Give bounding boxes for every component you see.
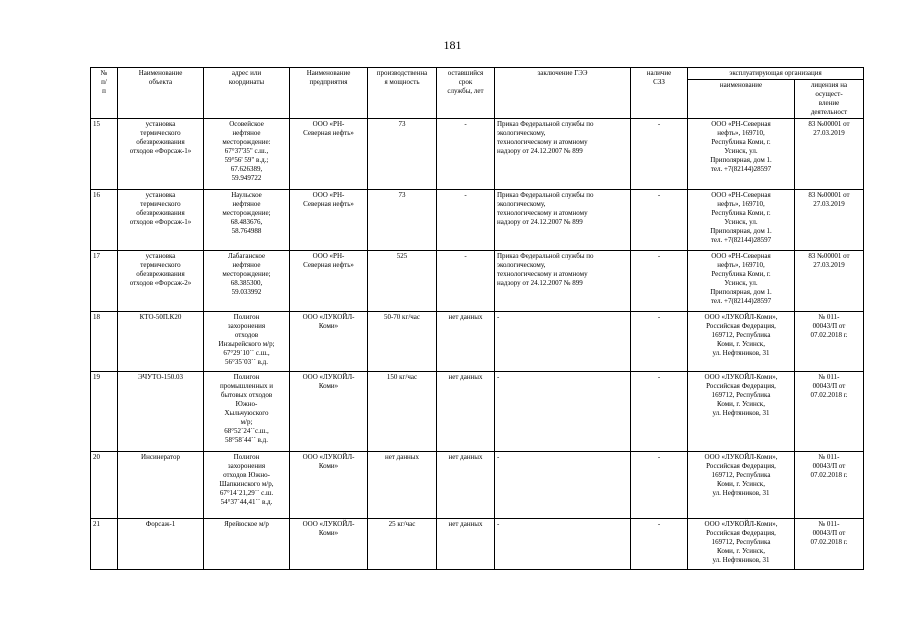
row-operator: ООО «ЛУКОЙЛ-Коми», Российская Федерация, 169712, Республика Коми, г. Усинск, ул. Нефтяников, 31 — [688, 452, 795, 519]
row-capacity: 73 — [368, 190, 437, 251]
row-address: Полигон захоронения отходов Южно- Шапкинского м/р, 67°14´21,29´´ с.ш. 54°37´44,41´´ в.д. — [204, 452, 290, 519]
row-capacity: 73 — [368, 119, 437, 190]
row-address: Ярейюское м/р — [204, 519, 290, 570]
row-object: установка термического обезвреживания отходов «Форсаж-2» — [118, 251, 204, 312]
row-address: Полигон захоронения отходов Инзырейского м/р; 67°29´10´´ с.ш., 56°35´03´´ в.д. — [204, 312, 290, 372]
row-enterprise: ООО «ЛУКОЙЛ- Коми» — [290, 372, 368, 452]
row-num: 17 — [91, 251, 118, 312]
row-num: 20 — [91, 452, 118, 519]
table-header — [91, 68, 864, 119]
row-remaining-life: - — [437, 251, 495, 312]
row-sez: - — [631, 452, 688, 519]
row-object: установка термического обезвреживания отходов «Форсаж-1» — [118, 119, 204, 190]
table-row — [91, 119, 864, 190]
row-gee: Приказ Федеральной службы по экологическому, технологическому и атомному надзору от 24.12.2007 № 899 — [495, 190, 631, 251]
header-license: лицензия на осущест- вление деятельност — [795, 80, 864, 119]
header-remaining-life: оставшийся срок службы, лет — [437, 68, 495, 119]
row-operator: ООО «РН-Северная нефть», 169710, Республика Коми, г. Усинск, ул. Приполярная, дом 1. тел. +7(82144)28597 — [688, 119, 795, 190]
row-remaining-life: нет данных — [437, 312, 495, 372]
row-operator: ООО «ЛУКОЙЛ-Коми», Российская Федерация, 169712, Республика Коми, г. Усинск, ул. Нефтяников, 31 — [688, 519, 795, 570]
row-num: 19 — [91, 372, 118, 452]
header-num: № п/ п — [91, 68, 118, 119]
row-num: 16 — [91, 190, 118, 251]
row-remaining-life: нет данных — [437, 452, 495, 519]
row-address: Лабаганское нефтяное месторождение; 68.385300, 59.033992 — [204, 251, 290, 312]
table-row — [91, 190, 864, 251]
row-address: Осовейское нефтяное месторождение: 67°37'35" с.ш., 59°56' 59" в.д.; 67.626389, 59.949722 — [204, 119, 290, 190]
row-enterprise: ООО «РН- Северная нефть» — [290, 119, 368, 190]
row-sez: - — [631, 190, 688, 251]
header-object-name: Наименование объекта — [118, 68, 204, 119]
page-number: 181 — [443, 38, 462, 52]
row-license: № 011- 00043/П от 07.02.2018 г. — [795, 312, 864, 372]
table-row — [91, 452, 864, 519]
row-capacity: нет данных — [368, 452, 437, 519]
row-license: 83 №00001 от 27.03.2019 — [795, 119, 864, 190]
row-enterprise: ООО «РН- Северная нефть» — [290, 251, 368, 312]
header-address: адрес или координаты — [204, 68, 290, 119]
row-capacity: 150 кг/час — [368, 372, 437, 452]
row-enterprise: ООО «ЛУКОЙЛ- Коми» — [290, 312, 368, 372]
table-row — [91, 251, 864, 312]
header-operator: эксплуатирующая организация — [688, 68, 864, 80]
table-row — [91, 372, 864, 452]
header-gee: заключение ГЭЭ — [495, 68, 631, 119]
row-object: КТО-50П.К20 — [118, 312, 204, 372]
row-num: 15 — [91, 119, 118, 190]
row-capacity: 25 кг/час — [368, 519, 437, 570]
row-capacity: 525 — [368, 251, 437, 312]
row-address: Полигон промышленных и бытовых отходов Южно- Хыльчуюского м/р; 68°52´24´´с.ш., 58°58´44´´ в.д. — [204, 372, 290, 452]
row-operator: ООО «ЛУКОЙЛ-Коми», Российская Федерация, 169712, Республика Коми, г. Усинск, ул. Нефтяников, 31 — [688, 312, 795, 372]
row-sez: - — [631, 251, 688, 312]
row-operator: ООО «РН-Северная нефть», 169710, Республика Коми, г. Усинск, ул. Приполярная, дом 1. тел. +7(82144)28597 — [688, 190, 795, 251]
row-license: № 011- 00043/П от 07.02.2018 г. — [795, 519, 864, 570]
row-license: 83 №00001 от 27.03.2019 — [795, 251, 864, 312]
row-object: ЭЧУТО-150.03 — [118, 372, 204, 452]
row-remaining-life: нет данных — [437, 519, 495, 570]
row-object: Инсинератор — [118, 452, 204, 519]
row-gee: Приказ Федеральной службы по экологическому, технологическому и атомному надзору от 24.12.2007 № 899 — [495, 119, 631, 190]
waste-facilities-table — [90, 67, 864, 570]
row-gee: Приказ Федеральной службы по экологическому, технологическому и атомному надзору от 24.12.2007 № 899 — [495, 251, 631, 312]
row-object: Форсаж-1 — [118, 519, 204, 570]
row-license: № 011- 00043/П от 07.02.2018 г. — [795, 452, 864, 519]
row-object: установка термического обезвреживания отходов «Форсаж-1» — [118, 190, 204, 251]
header-sez: наличие СЗЗ — [631, 68, 688, 119]
row-license: 83 №00001 от 27.03.2019 — [795, 190, 864, 251]
row-gee: - — [495, 372, 631, 452]
table-row — [91, 519, 864, 570]
row-sez: - — [631, 119, 688, 190]
row-sez: - — [631, 519, 688, 570]
row-sez: - — [631, 312, 688, 372]
table-row — [91, 312, 864, 372]
row-gee: - — [495, 519, 631, 570]
header-operator-name: наименование — [688, 80, 795, 119]
row-operator: ООО «ЛУКОЙЛ-Коми», Российская Федерация, 169712, Республика Коми, г. Усинск, ул. Нефтяников, 31 — [688, 372, 795, 452]
row-num: 18 — [91, 312, 118, 372]
row-remaining-life: нет данных — [437, 372, 495, 452]
row-sez: - — [631, 372, 688, 452]
row-gee: - — [495, 312, 631, 372]
row-license: № 011- 00043/П от 07.02.2018 г. — [795, 372, 864, 452]
row-operator: ООО «РН-Северная нефть», 169710, Республика Коми, г. Усинск, ул. Приполярная, дом 1. тел. +7(82144)28597 — [688, 251, 795, 312]
row-remaining-life: - — [437, 119, 495, 190]
row-enterprise: ООО «ЛУКОЙЛ- Коми» — [290, 452, 368, 519]
row-remaining-life: - — [437, 190, 495, 251]
row-capacity: 50-70 кг/час — [368, 312, 437, 372]
row-address: Наульское нефтяное месторождение; 68.483676, 58.764988 — [204, 190, 290, 251]
row-num: 21 — [91, 519, 118, 570]
header-enterprise: Наименование предприятия — [290, 68, 368, 119]
row-gee: - — [495, 452, 631, 519]
row-enterprise: ООО «РН- Северная нефть» — [290, 190, 368, 251]
row-enterprise: ООО «ЛУКОЙЛ- Коми» — [290, 519, 368, 570]
header-capacity: производственна я мощность — [368, 68, 437, 119]
